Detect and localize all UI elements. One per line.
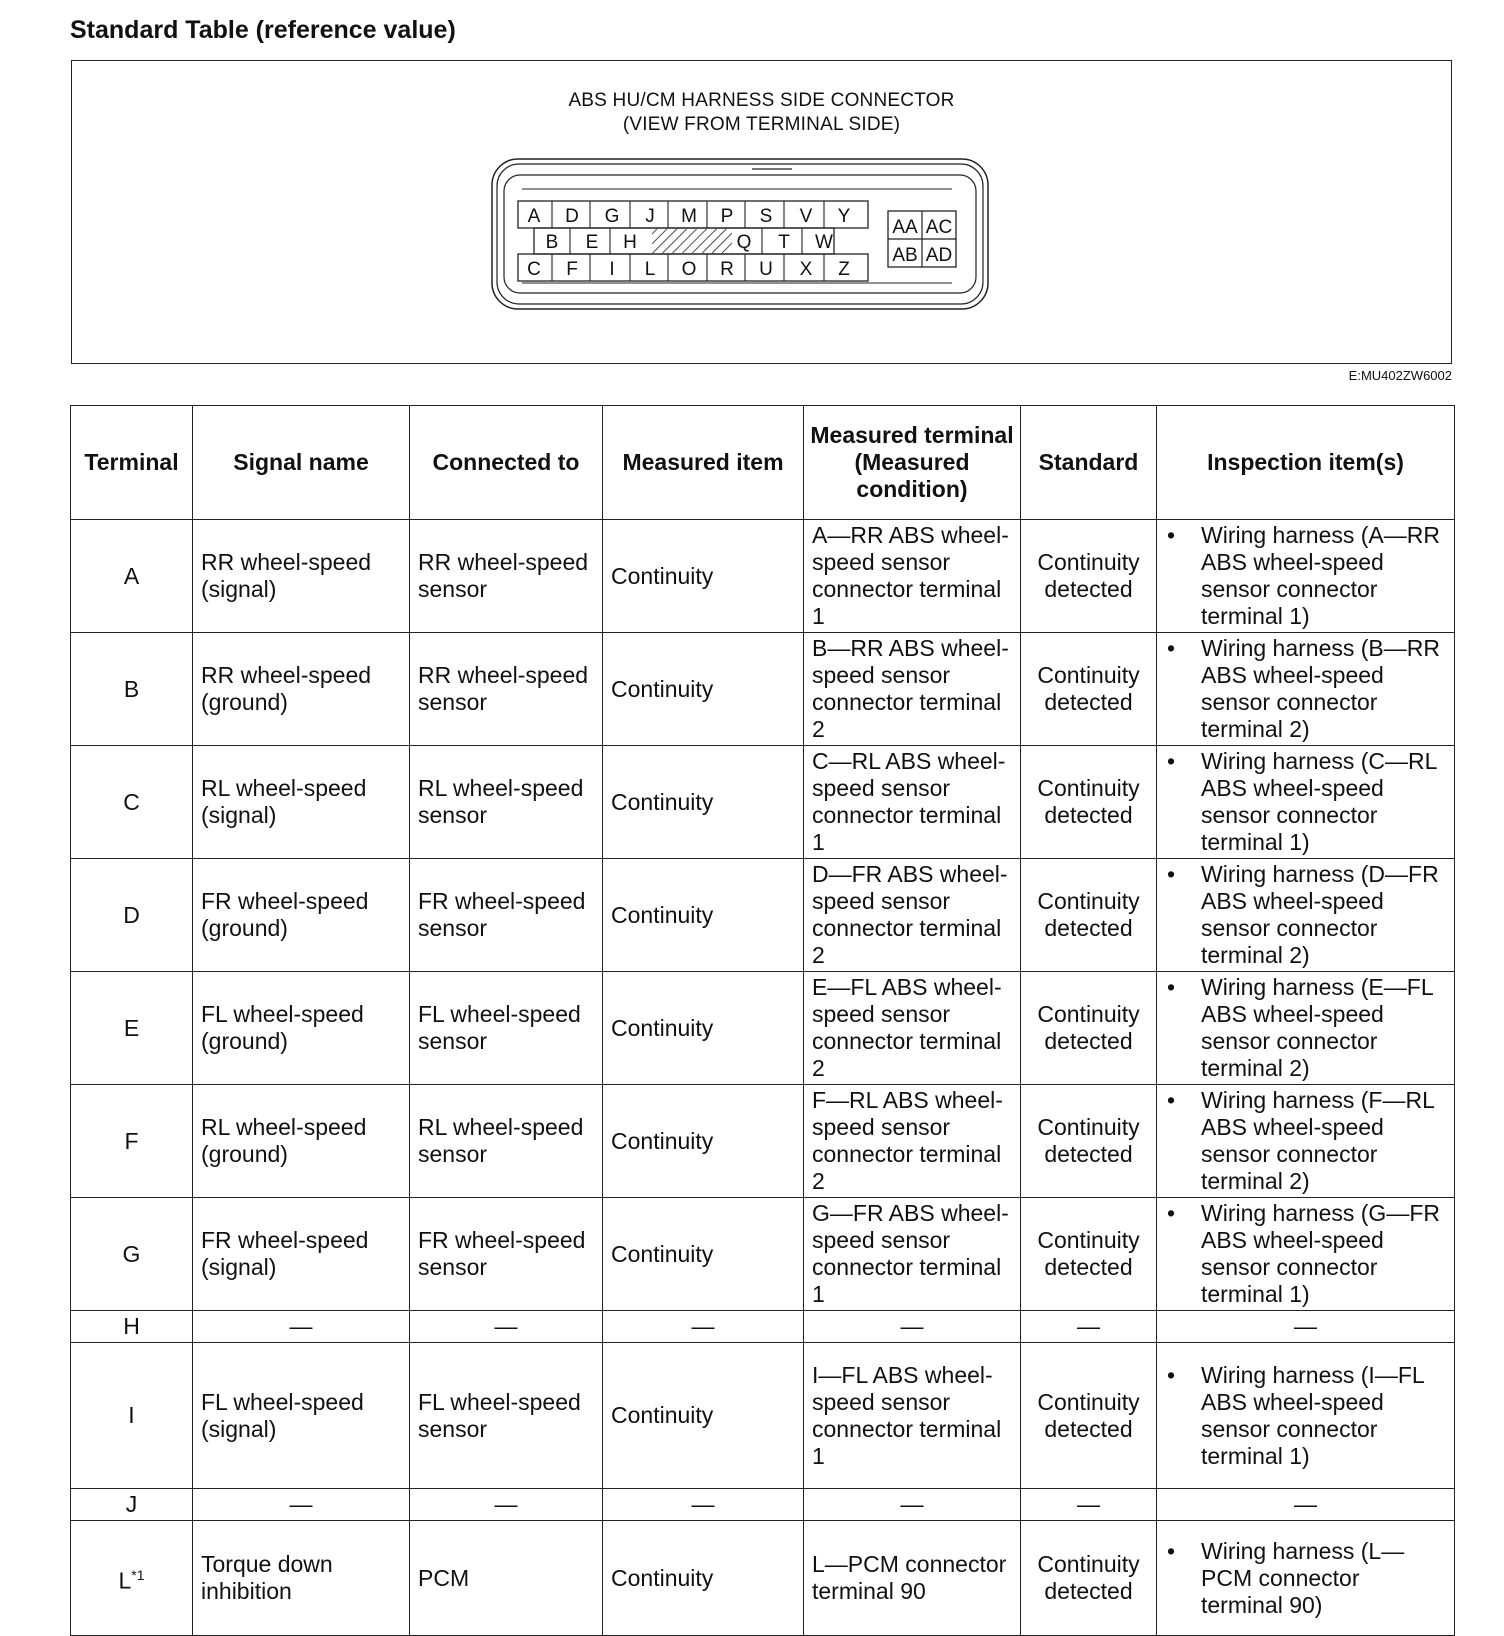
cell-measured-item: Continuity [603, 633, 804, 746]
table-header-row [71, 406, 1455, 520]
terminal-label-z: Z [838, 259, 850, 280]
cell-measured-item: Continuity [603, 746, 804, 859]
figure-code: E:MU402ZW6002 [1348, 368, 1452, 383]
terminal-label-s: S [759, 206, 773, 227]
cell-connected-to: RL wheel-speed sensor [410, 746, 603, 859]
cell-terminal: I [71, 1343, 193, 1489]
cell-empty-dash: — [193, 1489, 410, 1521]
connector-title-line1: ABS HU/CM HARNESS SIDE CONNECTOR [568, 90, 955, 111]
inspection-bullet-item [1165, 1200, 1446, 1308]
cell-measured-item: Continuity [603, 1521, 804, 1636]
inspection-bullet-item [1165, 974, 1446, 1082]
cell-measured-item: Continuity [603, 1343, 804, 1489]
terminal-label-v: V [799, 206, 813, 227]
cell-measured-terminal: L—PCM connector terminal 90 [804, 1521, 1021, 1636]
bullet-marker: • [1167, 635, 1176, 661]
cell-connected-to: RL wheel-speed sensor [410, 1085, 603, 1198]
cell-inspection [1157, 633, 1455, 746]
terminal-label-c: C [527, 259, 541, 280]
cell-terminal: J [71, 1489, 193, 1521]
cell-signal-name: RR wheel-speed (signal) [193, 520, 410, 633]
terminal-label-t: T [778, 232, 790, 253]
terminal-label-ab: AB [892, 245, 918, 266]
cell-terminal: F [71, 1085, 193, 1198]
cell-empty-dash: — [410, 1311, 603, 1343]
cell-terminal: H [71, 1311, 193, 1343]
cell-standard: Continuity detected [1021, 1085, 1157, 1198]
cell-signal-name: FR wheel-speed (signal) [193, 1198, 410, 1311]
table-row [71, 1521, 1455, 1636]
terminal-label-aa: AA [892, 217, 918, 238]
terminal-label-y: Y [837, 206, 851, 227]
table-row [71, 1489, 1455, 1521]
inspection-text: Wiring harness (C—RL ABS wheel-speed sensor connector terminal 1) [1201, 748, 1437, 855]
terminal-label-x: X [799, 259, 813, 280]
inspection-text: Wiring harness (B—RR ABS wheel-speed sensor connector terminal 2) [1201, 635, 1440, 742]
inspection-bullet-item [1165, 635, 1446, 743]
cell-measured-terminal: A—RR ABS wheel-speed sensor connector terminal 1 [804, 520, 1021, 633]
inspection-text: Wiring harness (F—RL ABS wheel-speed sensor connector terminal 2) [1201, 1087, 1435, 1194]
inspection-bullet-item [1165, 1538, 1446, 1619]
cell-measured-terminal: I—FL ABS wheel-speed sensor connector terminal 1 [804, 1343, 1021, 1489]
terminal-label-a: A [527, 206, 541, 227]
header-measured-terminal: Measured terminal (Measured condition) [804, 406, 1021, 520]
terminal-label-m: M [681, 206, 697, 227]
inspection-bullet-item [1165, 1362, 1446, 1470]
cell-measured-terminal: C—RL ABS wheel-speed sensor connector terminal 1 [804, 746, 1021, 859]
terminal-label-o: O [681, 259, 697, 280]
connector-figure [71, 60, 1452, 364]
cell-terminal: G [71, 1198, 193, 1311]
cell-connected-to: FL wheel-speed sensor [410, 1343, 603, 1489]
bullet-marker: • [1167, 1200, 1176, 1226]
cell-measured-item: Continuity [603, 520, 804, 633]
cell-standard: Continuity detected [1021, 746, 1157, 859]
cell-inspection [1157, 1198, 1455, 1311]
terminal-label-l: L [644, 259, 656, 280]
standard-table [70, 405, 1455, 1636]
bullet-marker: • [1167, 1361, 1176, 1388]
inspection-bullet-item [1165, 861, 1446, 969]
cell-terminal: A [71, 520, 193, 633]
header-measured-item: Measured item [603, 406, 804, 520]
cell-measured-item: Continuity [603, 972, 804, 1085]
table-row [71, 746, 1455, 859]
inspection-bullet-item [1165, 748, 1446, 856]
cell-inspection [1157, 746, 1455, 859]
connector-title-line2: (VIEW FROM TERMINAL SIDE) [622, 114, 901, 135]
cell-terminal: $L^{*1}$ [71, 1521, 193, 1636]
connector-diagram [72, 61, 1450, 361]
cell-empty-dash: — [1021, 1489, 1157, 1521]
cell-empty-dash: — [603, 1311, 804, 1343]
header-terminal: Terminal [71, 406, 193, 520]
table-row [71, 1085, 1455, 1198]
header-inspection-items: Inspection item(s) [1157, 406, 1455, 520]
table-row [71, 1198, 1455, 1311]
table-row [71, 859, 1455, 972]
cell-connected-to: FL wheel-speed sensor [410, 972, 603, 1085]
terminal-label-i: I [609, 259, 615, 280]
cell-terminal: D [71, 859, 193, 972]
cell-signal-name: RL wheel-speed (ground) [193, 1085, 410, 1198]
header-connected-to: Connected to [410, 406, 603, 520]
inspection-text: Wiring harness (G—FR ABS wheel-speed sensor connector terminal 1) [1201, 1200, 1440, 1307]
cell-empty-dash: — [804, 1489, 1021, 1521]
header-standard: Standard [1021, 406, 1157, 520]
table-row [71, 1311, 1455, 1343]
cell-empty-dash: — [1021, 1311, 1157, 1343]
table-row [71, 520, 1455, 633]
cell-standard: Continuity detected [1021, 1198, 1157, 1311]
inspection-text: Wiring harness (L—PCM connector terminal 90) [1201, 1537, 1405, 1618]
cell-measured-terminal: D—FR ABS wheel-speed sensor connector terminal 2 [804, 859, 1021, 972]
terminal-label-e: E [585, 232, 599, 253]
cell-empty-dash: — [1157, 1489, 1455, 1521]
cell-standard: Continuity detected [1021, 520, 1157, 633]
terminal-label-ad: AD [925, 245, 953, 266]
cell-empty-dash: — [193, 1311, 410, 1343]
cell-terminal: B [71, 633, 193, 746]
terminal-label-u: U [759, 259, 773, 280]
cell-signal-name: RR wheel-speed (ground) [193, 633, 410, 746]
cell-empty-dash: — [603, 1489, 804, 1521]
cell-inspection [1157, 520, 1455, 633]
cell-inspection [1157, 1085, 1455, 1198]
cell-inspection [1157, 1521, 1455, 1636]
bullet-marker: • [1167, 861, 1176, 887]
terminal-label-b: B [545, 232, 559, 253]
page-heading: Standard Table (reference value) [70, 16, 456, 44]
cell-measured-terminal: E—FL ABS wheel-speed sensor connector terminal 2 [804, 972, 1021, 1085]
terminal-label-p: P [720, 206, 734, 227]
cell-signal-name: RL wheel-speed (signal) [193, 746, 410, 859]
cell-connected-to: FR wheel-speed sensor [410, 1198, 603, 1311]
cell-signal-name: FL wheel-speed (ground) [193, 972, 410, 1085]
cell-standard: Continuity detected [1021, 859, 1157, 972]
terminal-label-h: H [623, 232, 637, 253]
bullet-marker: • [1167, 1087, 1176, 1113]
inspection-text: Wiring harness (A—RR ABS wheel-speed sensor connector terminal 1) [1201, 522, 1440, 629]
terminal-label-j: J [645, 206, 655, 227]
inspection-text: Wiring harness (D—FR ABS wheel-speed sensor connector terminal 2) [1201, 861, 1439, 968]
cell-measured-terminal: G—FR ABS wheel-speed sensor connector terminal 1 [804, 1198, 1021, 1311]
bullet-marker: • [1167, 748, 1176, 774]
cell-measured-terminal: B—RR ABS wheel-speed sensor connector terminal 2 [804, 633, 1021, 746]
terminal-label-g: G [604, 206, 620, 227]
terminal-label-q: Q [736, 232, 752, 253]
cell-terminal: C [71, 746, 193, 859]
terminal-label-d: D [565, 206, 579, 227]
cell-standard: Continuity detected [1021, 1521, 1157, 1636]
cell-empty-dash: — [410, 1489, 603, 1521]
cell-signal-name: Torque down inhibition [193, 1521, 410, 1636]
cell-measured-item: Continuity [603, 1085, 804, 1198]
bullet-marker: • [1167, 974, 1176, 1000]
cell-inspection [1157, 859, 1455, 972]
bullet-marker: • [1167, 522, 1176, 548]
cell-connected-to: FR wheel-speed sensor [410, 859, 603, 972]
cell-terminal: E [71, 972, 193, 1085]
inspection-bullet-item [1165, 522, 1446, 630]
cell-inspection [1157, 1343, 1455, 1489]
cell-standard: Continuity detected [1021, 972, 1157, 1085]
terminal-label-r: R [720, 259, 734, 280]
terminal-label-ac: AC [925, 217, 953, 238]
terminal-footnote-mark: *1 [131, 1566, 145, 1583]
cell-standard: Continuity detected [1021, 633, 1157, 746]
table-row [71, 633, 1455, 746]
terminal-label-w: W [815, 232, 833, 253]
cell-signal-name: FR wheel-speed (ground) [193, 859, 410, 972]
cell-standard: Continuity detected [1021, 1343, 1157, 1489]
inspection-text: Wiring harness (E—FL ABS wheel-speed sensor connector terminal 2) [1201, 974, 1433, 1081]
cell-empty-dash: — [804, 1311, 1021, 1343]
inspection-text: Wiring harness (I—FL ABS wheel-speed sensor connector terminal 1) [1201, 1361, 1424, 1469]
cell-empty-dash: — [1157, 1311, 1455, 1343]
cell-measured-item: Continuity [603, 1198, 804, 1311]
cell-inspection [1157, 972, 1455, 1085]
cell-measured-item: Continuity [603, 859, 804, 972]
table-row [71, 972, 1455, 1085]
cell-signal-name: FL wheel-speed (signal) [193, 1343, 410, 1489]
cell-measured-terminal: F—RL ABS wheel-speed sensor connector terminal 2 [804, 1085, 1021, 1198]
header-signal-name: Signal name [193, 406, 410, 520]
table-row [71, 1343, 1455, 1489]
cell-connected-to: RR wheel-speed sensor [410, 633, 603, 746]
inspection-bullet-item [1165, 1087, 1446, 1195]
bullet-marker: • [1167, 1537, 1176, 1564]
terminal-label-f: F [566, 259, 578, 280]
cell-connected-to: PCM [410, 1521, 603, 1636]
cell-connected-to: RR wheel-speed sensor [410, 520, 603, 633]
